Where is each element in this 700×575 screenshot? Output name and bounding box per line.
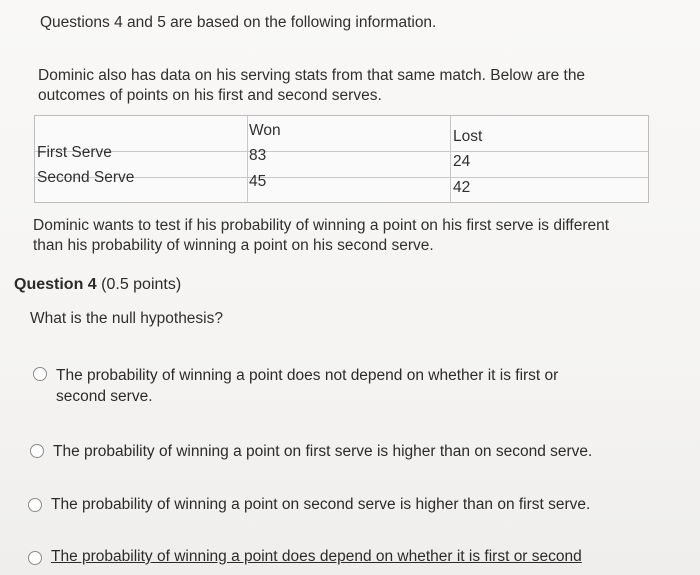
table-divider xyxy=(247,116,248,202)
first-serve-won: 83 xyxy=(249,147,267,164)
option-1-label-line1: The probability of winning a point does not depend on whether it is first or xyxy=(56,367,559,384)
option-4-radio[interactable] xyxy=(28,551,42,565)
option-1-radio[interactable] xyxy=(33,367,47,381)
intro-text: Questions 4 and 5 are based on the following information. xyxy=(40,14,437,31)
second-serve-won: 45 xyxy=(249,173,267,190)
serve-stats-table xyxy=(34,115,649,203)
column-header-won: Won xyxy=(249,122,281,139)
option-3-radio[interactable] xyxy=(28,498,42,512)
test-description: Dominic wants to test if his probability of winning a point on his first serve is different than his probability of winning a point on his second serve. xyxy=(33,217,610,254)
question-heading xyxy=(14,276,181,294)
row-label-second-serve: Second Serve xyxy=(37,169,135,186)
option-2-label[interactable]: The probability of winning a point on first serve is higher than on second serve. xyxy=(53,443,593,460)
table-divider xyxy=(35,151,648,152)
option-4-label[interactable]: The probability of winning a point does depend on whether it is first or second xyxy=(51,548,582,565)
question-text: What is the null hypothesis? xyxy=(30,310,223,327)
first-serve-lost: 24 xyxy=(453,153,471,170)
option-1-label[interactable] xyxy=(56,365,558,407)
column-header-lost: Lost xyxy=(453,128,483,145)
option-3-label[interactable]: The probability of winning a point on second serve is higher than on first serve. xyxy=(51,496,591,513)
option-2-radio[interactable] xyxy=(30,444,44,458)
data-description: Dominic also has data on his serving stats from that same match. Below are the outcomes of points on his first and second serves. xyxy=(38,67,586,104)
option-1-label-line2: second serve. xyxy=(56,388,153,405)
second-serve-lost: 42 xyxy=(453,179,471,196)
row-label-first-serve: First Serve xyxy=(37,144,112,161)
question-points: (0.5 points) xyxy=(101,276,182,293)
question-title: Question 4 xyxy=(14,276,97,293)
table-divider xyxy=(450,116,451,202)
